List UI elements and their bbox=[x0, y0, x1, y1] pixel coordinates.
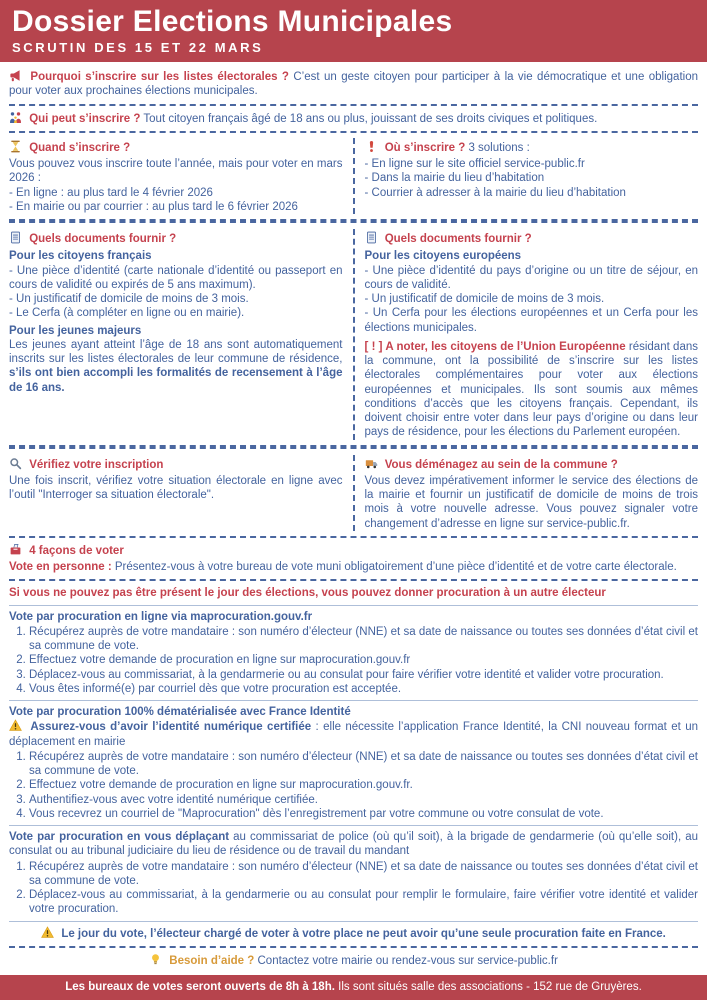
docs-eu-note-body: résidant dans la commune, ont la possibilité de s’inscrire sur les listes électorales complémentaires pour voter aux élections européennes et municipales. Ils sont soumis aux mêmes conditions d’accès que les citoyens français. Cependant, ils doivent choisir entre voter dans leur pays d’origine ou dans leur pays de résidence, pour les élections du Parlement européen. bbox=[364, 340, 698, 439]
divider-thin bbox=[9, 825, 698, 826]
docs-fr-subheading: Pour les citoyens français bbox=[9, 250, 152, 263]
footer-location: Ils sont situés salle des associations - 152 rue de Gruyères. bbox=[338, 981, 642, 993]
proxy-visit-heading-line bbox=[9, 830, 698, 859]
proxy-visit-rest: au commissariat de police (où qu’il soit), à la brigade de gendarmerie (où qu’elle soit), au consulat ou au tribunal judiciaire du lieu de résidence ou de travail du mandant bbox=[9, 831, 698, 858]
when-heading-line bbox=[9, 140, 343, 155]
docs-fr-jeunes-bold: s’ils ont bien accompli les formalités de recensement à l’âge de 16 ans. bbox=[9, 367, 343, 394]
section-docs-francais bbox=[9, 229, 343, 440]
footer-hours: Les bureaux de votes seront ouverts de 8h à 18h. bbox=[65, 981, 335, 993]
warning-icon bbox=[41, 926, 54, 939]
docs-eu-note bbox=[365, 340, 699, 440]
voting-heading: 4 façons de voter bbox=[29, 544, 124, 557]
ballot-box-icon bbox=[9, 543, 22, 556]
proxy-online-steps bbox=[9, 625, 698, 696]
divider bbox=[9, 104, 698, 106]
proxy-visit-steps bbox=[9, 860, 698, 917]
proxy-banner: Si vous ne pouvez pas être présent le jour des élections, vous pouvez donner procuration à un autre électeur bbox=[9, 587, 606, 600]
proxy-digital-warning bbox=[9, 719, 698, 749]
docs-eu-heading-line bbox=[365, 231, 699, 246]
step-item: 2. Effectuez votre demande de procuration en ligne sur maprocuration.gouv.fr bbox=[29, 653, 698, 667]
list-item: - Le Cerfa (à compléter en ligne ou en mairie). bbox=[9, 307, 245, 320]
divider-thin bbox=[9, 700, 698, 701]
why-heading: Pourquoi s’inscrire sur les listes électorales ? bbox=[30, 71, 289, 83]
where-heading: Où s’inscrire ? bbox=[384, 141, 466, 154]
section-where bbox=[353, 138, 699, 214]
who-body: Tout citoyen français âgé de 18 ans ou plus, jouissant de ses droits civiques et politiques. bbox=[143, 112, 598, 125]
step-item: 1. Récupérez auprès de votre mandataire : son numéro d’électeur (NNE) et sa date de naissance ou toutes ses données d’état civil et sa commune de vote. bbox=[29, 860, 698, 889]
in-person-body: Présentez-vous à votre bureau de vote muni obligatoirement d’une pièce d’identité et de votre carte électorale. bbox=[114, 561, 677, 573]
section-proxy-digital bbox=[9, 705, 698, 821]
voting-heading-line bbox=[9, 543, 698, 558]
where-intro: 3 solutions : bbox=[468, 141, 530, 154]
step-item: 2. Effectuez votre demande de procuration en ligne sur maprocuration.gouv.fr. bbox=[29, 778, 698, 792]
section-why bbox=[9, 69, 698, 99]
docs-eu-note-lead: [ ! ] A noter, les citoyens de l’Union Européenne bbox=[364, 340, 626, 353]
verify-heading: Vérifiez votre inscription bbox=[29, 458, 164, 471]
list-item: - Un justificatif de domicile de moins de 3 mois. bbox=[9, 293, 249, 305]
list-item: - Dans la mairie du lieu d’habitation bbox=[364, 172, 545, 185]
help-body: Contactez votre mairie ou rendez-vous sur service-public.fr bbox=[257, 954, 558, 967]
list-item: - Un justificatif de domicile de moins de 3 mois. bbox=[364, 293, 605, 305]
why-body: C’est un geste citoyen pour participer à la vie démocratique et une obligation pour voter aux prochaines élections municipales. bbox=[9, 71, 698, 98]
section-docs-europeens bbox=[353, 229, 699, 440]
divider bbox=[9, 445, 698, 449]
list-item: - En mairie ou par courrier : au plus tard le 6 février 2026 bbox=[9, 200, 298, 213]
truck-icon bbox=[365, 457, 378, 470]
docs-fr-jeunes-body bbox=[9, 338, 343, 395]
when-intro: Vous pouvez vous inscrire toute l’année, mais pour voter en mars 2026 : bbox=[9, 158, 343, 185]
document-icon bbox=[365, 231, 378, 244]
step-item: 1. Récupérez auprès de votre mandataire : son numéro d’électeur (NNE) et sa date de naissance ou toutes ses données d’état civil et sa commune de vote. bbox=[29, 625, 698, 654]
verify-moving-row bbox=[9, 455, 698, 531]
docs-fr-subheading2: Pour les jeunes majeurs bbox=[9, 324, 142, 337]
help-label: Besoin d’aide ? bbox=[169, 954, 255, 967]
hourglass-icon bbox=[9, 140, 22, 153]
section-moving bbox=[353, 455, 699, 531]
step-item: 2. Déplacez-vous au commissariat, à la gendarmerie ou au consulat pour remplir le formulaire, faire vérifier votre identité et valider votre procuration. bbox=[29, 888, 698, 917]
warning-bold: Assurez-vous d’avoir l’identité numérique certifiée bbox=[30, 721, 312, 734]
proxy-note-text: Le jour du vote, l’électeur chargé de voter à votre place ne peut avoir qu’une seule procuration faite en France. bbox=[61, 927, 666, 940]
lightbulb-icon bbox=[149, 953, 162, 966]
divider-thin bbox=[9, 605, 698, 606]
megaphone-icon bbox=[9, 69, 22, 82]
section-who bbox=[9, 111, 698, 126]
divider-thin bbox=[9, 921, 698, 922]
section-voting bbox=[9, 543, 698, 575]
docs-eu-subheading: Pour les citoyens européens bbox=[364, 250, 522, 263]
content bbox=[0, 62, 707, 975]
divider bbox=[9, 946, 698, 948]
divider bbox=[9, 131, 698, 133]
section-when bbox=[9, 138, 343, 214]
proxy-digital-heading: Vote par procuration 100% dématérialisée avec France Identité bbox=[9, 706, 351, 718]
section-proxy-visit bbox=[9, 830, 698, 917]
family-icon bbox=[9, 111, 22, 124]
proxy-visit-lead: Vote par procuration en vous déplaçant bbox=[9, 831, 230, 843]
list-item: - Une pièce d’identité (carte nationale d’identité ou passeport en cours de validité ou expirés de 5 ans maximum). bbox=[9, 264, 343, 291]
when-where-row bbox=[9, 138, 698, 214]
page-subtitle: SCRUTIN DES 15 ET 22 MARS bbox=[12, 40, 264, 55]
docs-fr-heading-line bbox=[9, 231, 343, 246]
divider bbox=[9, 579, 698, 581]
warning-icon bbox=[9, 719, 22, 732]
moving-body: Vous devez impérativement informer le service des élections de la mairie et fournir un justificatif de domicile de moins de trois mois à votre nouvelle adresse. Vous pouvez signaler votre changement d’adresse en ligne sur service-public.fr. bbox=[364, 474, 698, 530]
header-band bbox=[0, 0, 707, 62]
warning-rest: : elle nécessite l’application France Identité, la CNI nouveau format et un déplacement en mairie bbox=[9, 721, 698, 748]
list-item: - Courrier à adresser à la mairie du lieu d’habitation bbox=[364, 186, 626, 199]
proxy-digital-steps bbox=[9, 750, 698, 821]
exclamation-icon bbox=[365, 140, 378, 153]
docs-fr-jeunes-text: Les jeunes ayant atteint l’âge de 18 ans sont automatiquement inscrits sur les listes électorales de leur commune de résidence, bbox=[9, 338, 343, 365]
in-person-label: Vote en personne : bbox=[9, 561, 112, 573]
document-icon bbox=[9, 231, 22, 244]
step-item: 1. Récupérez auprès de votre mandataire : son numéro d’électeur (NNE) et sa date de naissance ou toutes ses données d’état civil et sa commune de vote. bbox=[29, 750, 698, 779]
verify-body: Une fois inscrit, vérifiez votre situation électorale en ligne avec l’outil "Interroger sa situation électorale". bbox=[9, 474, 343, 501]
footer-band bbox=[0, 975, 707, 1000]
divider bbox=[9, 536, 698, 538]
step-item: 4. Vous êtes informé(e) par courriel dès que votre procuration est acceptée. bbox=[29, 682, 698, 696]
step-item: 4. Vous recevrez un courriel de "Maprocuration" dès l’enregistrement par votre commune ou votre consulat de vote. bbox=[29, 807, 698, 821]
voting-in-person bbox=[9, 560, 698, 574]
section-help bbox=[9, 953, 698, 968]
where-heading-line bbox=[365, 140, 699, 155]
when-heading: Quand s’inscrire ? bbox=[29, 141, 131, 154]
verify-heading-line bbox=[9, 457, 343, 472]
proxy-note bbox=[9, 926, 698, 941]
section-proxy-online bbox=[9, 610, 698, 697]
proxy-online-heading: Vote par procuration en ligne via maprocuration.gouv.fr bbox=[9, 610, 313, 623]
magnifier-icon bbox=[9, 457, 22, 470]
list-item: - En ligne : au plus tard le 4 février 2026 bbox=[9, 186, 213, 199]
list-item: - En ligne sur le site officiel service-public.fr bbox=[364, 158, 585, 170]
docs-fr-heading: Quels documents fournir ? bbox=[29, 233, 177, 245]
list-item: - Un Cerfa pour les élections européennes et un Cerfa pour les élections municipales. bbox=[364, 307, 698, 334]
list-item: - Une pièce d’identité du pays d’origine ou un titre de séjour, en cours de validité. bbox=[364, 264, 698, 291]
moving-heading: Vous déménagez au sein de la commune ? bbox=[384, 458, 618, 471]
moving-heading-line bbox=[365, 457, 699, 472]
page-title: Dossier Elections Municipales bbox=[12, 5, 453, 38]
documents-row bbox=[9, 229, 698, 440]
docs-eu-heading: Quels documents fournir ? bbox=[384, 233, 532, 245]
section-verify bbox=[9, 455, 343, 531]
step-item: 3. Déplacez-vous au commissariat, à la gendarmerie ou au consulat pour faire vérifier votre identité et valider votre procuration. bbox=[29, 668, 698, 682]
step-item: 3. Authentifiez-vous avec votre identité numérique certifiée. bbox=[29, 793, 698, 807]
who-heading: Qui peut s’inscrire ? bbox=[29, 112, 141, 125]
divider bbox=[9, 219, 698, 223]
